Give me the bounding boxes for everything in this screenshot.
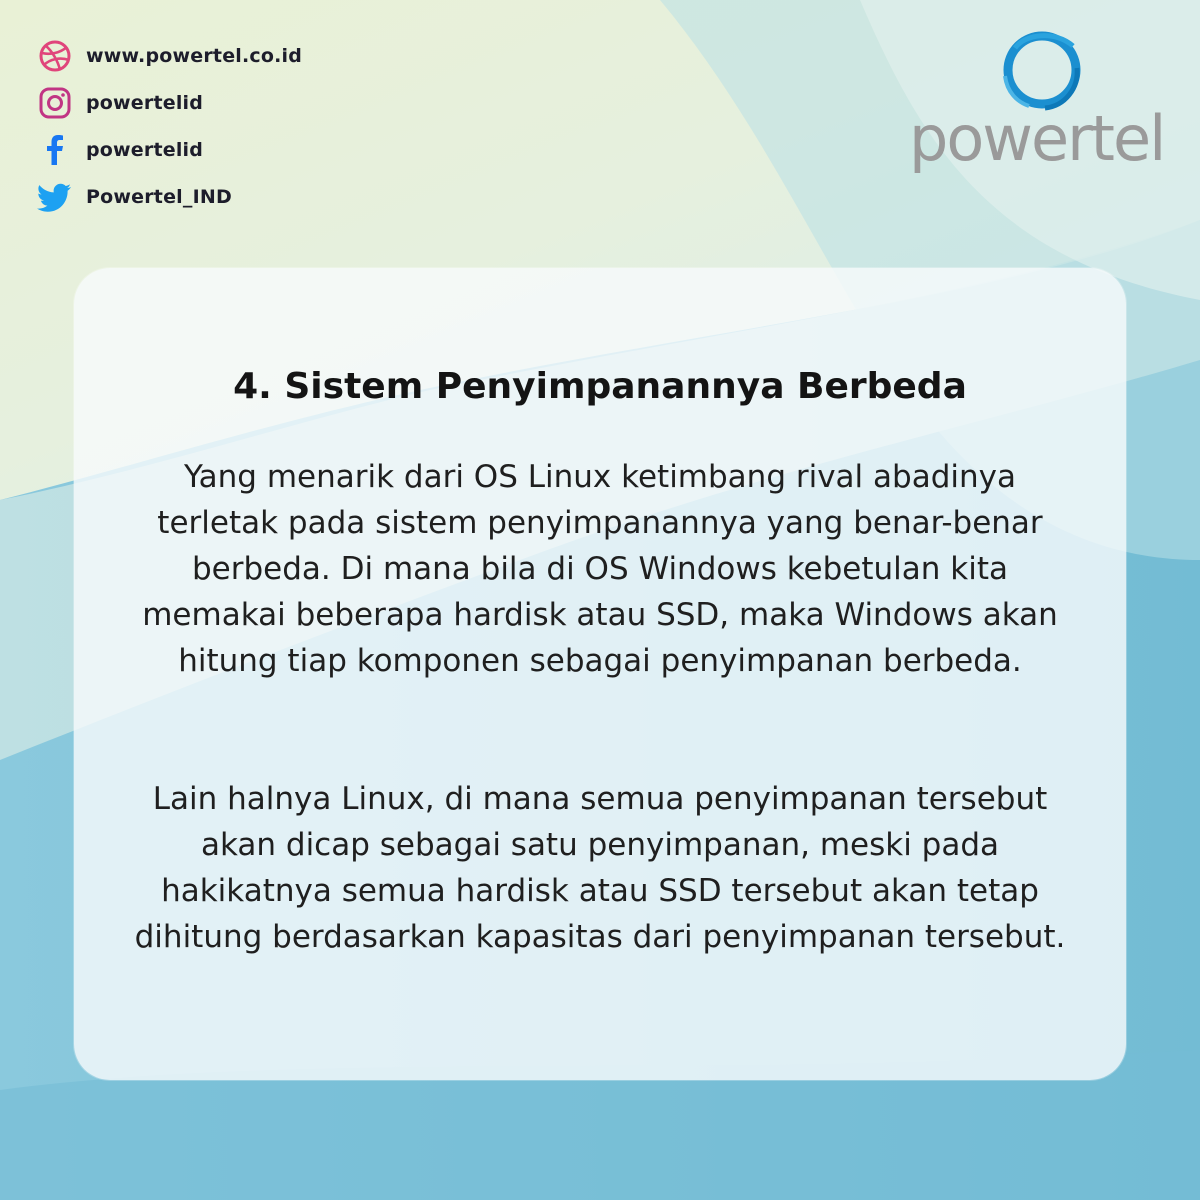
social-item-twitter[interactable]: [36, 173, 302, 220]
instagram-icon: [36, 84, 74, 122]
social-item-facebook[interactable]: [36, 126, 302, 173]
powertel-logo: [905, 28, 1170, 178]
card-title: 4. Sistem Penyimpanannya Berbeda: [233, 366, 967, 407]
paragraph-1: Yang menarik dari OS Linux ketimbang rival abadinya terletak pada sistem penyimpanannya yang benar-benar berbeda. Di mana bila di OS Windows kebetulan kita memakai beberapa hardisk atau SSD, maka Windows akan hitung tiap komponen sebagai penyimpanan berbeda.: [142, 459, 1058, 679]
social-item-website[interactable]: [36, 32, 302, 79]
website-label: www.powertel.co.id: [86, 44, 303, 67]
brand-name: powertel: [909, 102, 1165, 175]
dribbble-icon: [36, 37, 74, 75]
instagram-label: powertelid: [86, 91, 204, 114]
twitter-label: Powertel_IND: [86, 185, 232, 208]
social-item-instagram[interactable]: [36, 79, 302, 126]
social-links: [36, 32, 302, 220]
facebook-icon: [36, 131, 74, 169]
content-card: [74, 268, 1126, 1080]
twitter-icon: [36, 178, 74, 216]
paragraph-2: Lain halnya Linux, di mana semua penyimpanan tersebut akan dicap sebagai satu penyimpanan, meski pada hakikatnya semua hardisk atau SSD tersebut akan tetap dihitung berdasarkan kapasitas dari penyimpanan tersebut.: [134, 781, 1066, 955]
facebook-label: powertelid: [86, 138, 204, 161]
